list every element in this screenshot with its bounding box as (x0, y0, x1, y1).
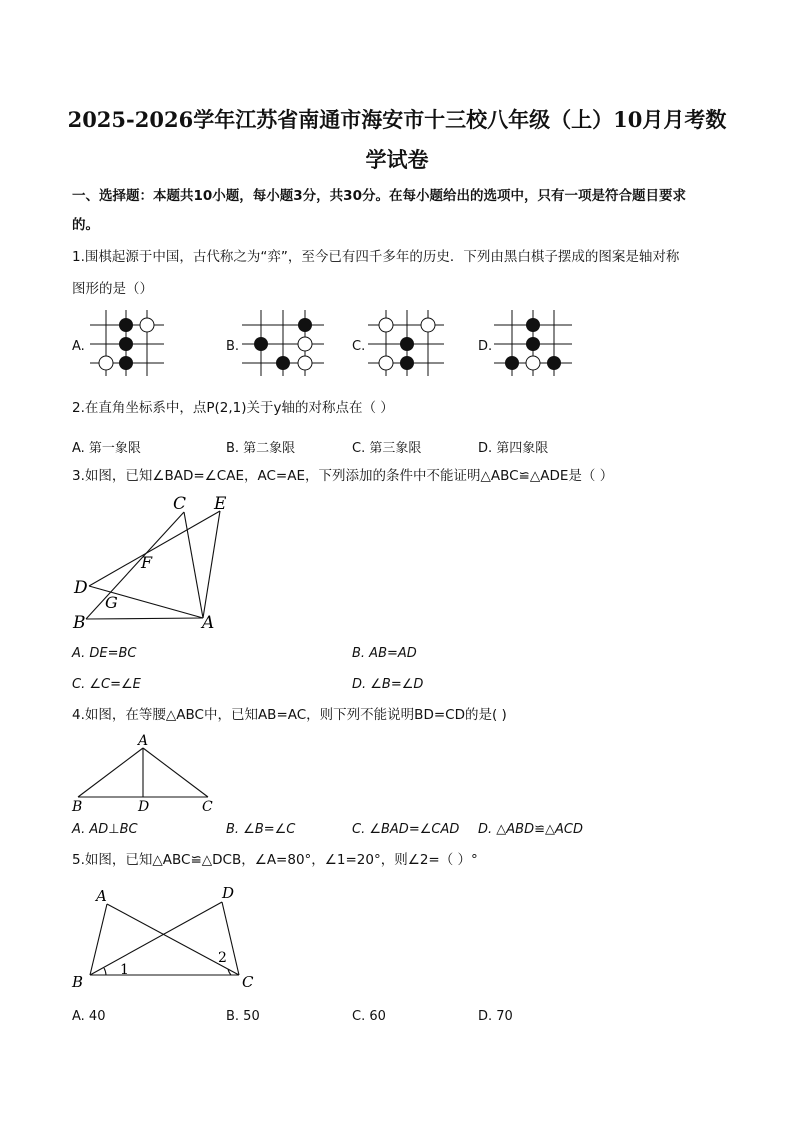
q4-stem: 4.如图，在等腰△ABC中，已知AB=AC，则下列不能说明BD=CD的是( ) (72, 707, 507, 723)
q2-option-d: D. 第四象限 (478, 441, 549, 456)
q4-label-d: D (138, 799, 150, 814)
section-header-line2: 的。 (72, 217, 99, 233)
q4-label-c: C (202, 799, 213, 814)
q4-option-b: B. ∠B=∠C (226, 822, 296, 837)
q5-label-c: C (242, 973, 254, 991)
q2-stem: 2.在直角坐标系中，点P(2,1)关于y轴的对称点在（ ） (72, 400, 394, 416)
q5-stem: 5.如图，已知△ABC≌△DCB，∠A=80°，∠1=20°，则∠2=（ ）° (72, 852, 478, 868)
q3-stem: 3.如图，已知∠BAD=∠CAE，AC=AE，下列添加的条件中不能证明△ABC≌△ADE是（ ） (72, 468, 614, 484)
q3-label-b: B (73, 613, 86, 633)
q3-label-e: E (214, 494, 227, 514)
q3-label-d: D (74, 578, 88, 598)
q3-option-c: C. ∠C=∠E (72, 677, 141, 692)
q5-option-b: B. 50 (226, 1009, 260, 1024)
q3-label-c: C (173, 494, 187, 514)
q5-label-b: B (72, 973, 84, 991)
q3-label-f: F (141, 553, 153, 572)
section-header-line1: 一、选择题：本题共10小题，每小题3分，共30分。在每小题给出的选项中，只有一项是符合题目要求 (72, 188, 686, 204)
q5-figure (68, 880, 268, 996)
q2-option-a: A. 第一象限 (72, 441, 141, 456)
q5-angle-2: 2 (218, 950, 227, 966)
q5-option-c: C. 60 (352, 1009, 386, 1024)
q4-option-d: D. △ABD≌△ACD (478, 822, 583, 837)
q1-stem-line1: 1.围棋起源于中国，古代称之为“弈”，至今已有四千多年的历史．下列由黑白棋子摆成的图案是轴对称 (72, 249, 680, 265)
q5-option-d: D. 70 (478, 1009, 513, 1024)
q2-option-c: C. 第三象限 (352, 441, 422, 456)
q3-option-b: B. AB=AD (352, 646, 417, 661)
q1-go-diagram-d (494, 310, 572, 376)
q3-option-a: A. DE=BC (72, 646, 137, 661)
q1-option-a-label: A. (72, 339, 85, 354)
paper-title-line2: 学试卷 (365, 147, 429, 172)
q4-label-b: B (72, 799, 83, 814)
q3-label-g: G (105, 593, 118, 612)
q4-figure (68, 730, 228, 814)
q1-option-b-label: B. (226, 339, 240, 354)
q5-angle-1: 1 (120, 962, 129, 978)
q3-figure (68, 490, 238, 634)
q5-option-a: A. 40 (72, 1009, 106, 1024)
q1-go-diagram-c (368, 310, 444, 376)
q5-label-a: A (96, 887, 107, 905)
paper-title-line1: 2025-2026学年江苏省南通市海安市十三校八年级（上）10月月考数 (67, 107, 727, 132)
q3-label-a: A (202, 613, 215, 633)
q1-go-diagram-b (242, 310, 324, 376)
q4-option-c: C. ∠BAD=∠CAD (352, 822, 460, 837)
q3-option-d: D. ∠B=∠D (352, 677, 424, 692)
q1-go-diagram-a (90, 310, 164, 376)
q1-option-d-label: D. (478, 339, 493, 354)
q1-stem-line2: 图形的是（） (72, 281, 153, 297)
q5-label-d: D (222, 884, 235, 902)
q1-option-c-label: C. (352, 339, 366, 354)
q2-option-b: B. 第二象限 (226, 441, 296, 456)
q4-label-a: A (138, 733, 149, 749)
q4-option-a: A. AD⊥BC (72, 822, 138, 837)
